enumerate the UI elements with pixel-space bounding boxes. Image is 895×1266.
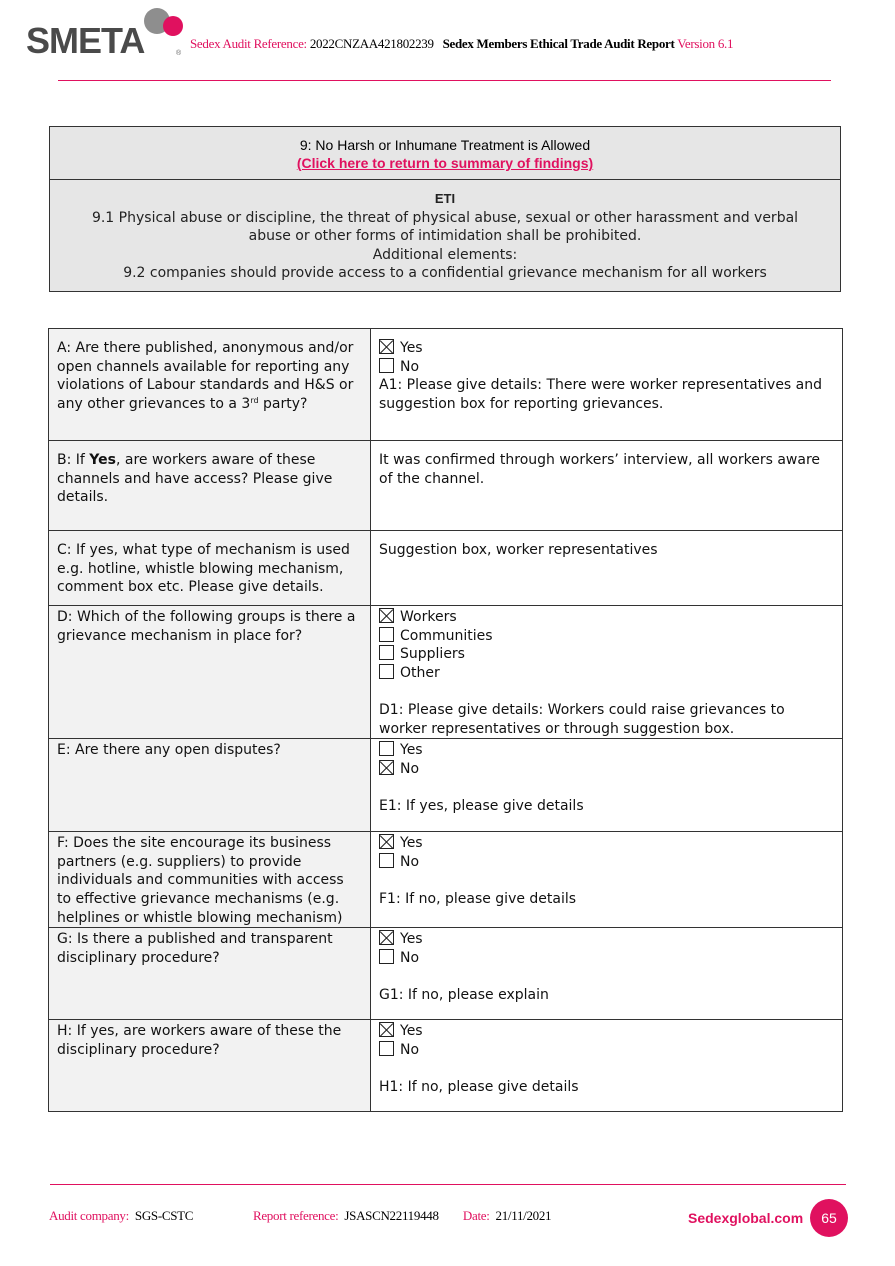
report-version: Version 6.1 bbox=[677, 36, 734, 51]
answer-f: Yes No F1: If no, please give details bbox=[371, 832, 843, 928]
additional-elements-label: Additional elements: bbox=[372, 246, 518, 263]
logo-text: SMETA bbox=[26, 20, 145, 61]
eti-label: ETI bbox=[434, 191, 456, 206]
clause-9-2: 9.2 companies should provide access to a confidential grievance mechanism for all workers bbox=[123, 265, 767, 281]
page-number-badge: 65 bbox=[810, 1199, 848, 1237]
question-h: H: If yes, are workers aware of these the disciplinary procedure? bbox=[49, 1020, 371, 1112]
answer-a: Yes No A1: Please give details: There were worker representatives and suggestion box for reporting grievances. bbox=[371, 329, 843, 441]
checkbox-empty-icon[interactable] bbox=[379, 1041, 394, 1056]
section-title-area bbox=[50, 127, 840, 180]
checkbox-empty-icon[interactable] bbox=[379, 949, 394, 964]
checkbox-checked-icon[interactable] bbox=[379, 608, 394, 623]
checkbox-empty-icon[interactable] bbox=[379, 645, 394, 660]
date-value: 21/11/2021 bbox=[495, 1208, 552, 1223]
answer-a-details: A1: Please give details: There were worker representatives and suggestion box for reporting grievances. bbox=[379, 377, 823, 412]
answer-g: Yes No G1: If no, please explain bbox=[371, 928, 843, 1020]
sedex-website-link[interactable]: Sedexglobal.com bbox=[688, 1210, 804, 1226]
footer-divider bbox=[50, 1184, 846, 1185]
checkbox-checked-icon[interactable] bbox=[379, 1022, 394, 1037]
checkbox-empty-icon[interactable] bbox=[379, 664, 394, 679]
question-a: A: Are there published, anonymous and/or open channels available for reporting any violations of Labour standards and H&S or any other grievances to a 3rd party? bbox=[49, 329, 371, 441]
question-g: G: Is there a published and transparent disciplinary procedure? bbox=[49, 928, 371, 1020]
report-reference-value: JSASCN22119448 bbox=[344, 1208, 439, 1223]
table-row bbox=[49, 832, 843, 928]
table-row bbox=[49, 606, 843, 739]
question-f: F: Does the site encourage its business partners (e.g. suppliers) to provide individuals and communities with access to effective grievance mechanisms (e.g. helplines or whistle blowing mechanism) bbox=[49, 832, 371, 928]
audit-reference-label: Sedex Audit Reference: bbox=[190, 36, 307, 51]
smeta-logo bbox=[26, 8, 186, 60]
checkbox-checked-icon[interactable] bbox=[379, 339, 394, 354]
audit-company-value: SGS-CSTC bbox=[134, 1208, 194, 1223]
answer-g-details: G1: If no, please explain bbox=[379, 986, 549, 1003]
logo-trademark: ® bbox=[176, 50, 182, 57]
checkbox-empty-icon[interactable] bbox=[379, 741, 394, 756]
section-heading-box bbox=[49, 126, 841, 292]
answer-e: Yes No E1: If yes, please give details bbox=[371, 739, 843, 832]
eti-clause-area bbox=[50, 180, 840, 283]
checkbox-empty-icon[interactable] bbox=[379, 853, 394, 868]
report-title: Sedex Members Ethical Trade Audit Report bbox=[442, 36, 675, 51]
answer-c: Suggestion box, worker representatives bbox=[371, 531, 843, 606]
table-row bbox=[49, 441, 843, 531]
header-divider bbox=[58, 80, 831, 81]
checkbox-checked-icon[interactable] bbox=[379, 834, 394, 849]
grievance-questions-table bbox=[48, 328, 843, 1112]
checkbox-checked-icon[interactable] bbox=[379, 930, 394, 945]
question-b: B: If Yes, are workers aware of these channels and have access? Please give details. bbox=[49, 441, 371, 531]
table-row bbox=[49, 329, 843, 441]
answer-h-details: H1: If no, please give details bbox=[379, 1078, 579, 1095]
answer-f-details: F1: If no, please give details bbox=[379, 890, 577, 907]
table-row bbox=[49, 928, 843, 1020]
question-d: D: Which of the following groups is there a grievance mechanism in place for? bbox=[49, 606, 371, 739]
clause-9-1-line1: 9.1 Physical abuse or discipline, the threat of physical abuse, sexual or other harassment and verbal bbox=[91, 209, 799, 226]
table-row bbox=[49, 531, 843, 606]
footer-info bbox=[49, 1208, 557, 1224]
checkbox-checked-icon[interactable] bbox=[379, 760, 394, 775]
checkbox-empty-icon[interactable] bbox=[379, 358, 394, 373]
table-row bbox=[49, 739, 843, 832]
date-label: Date: bbox=[462, 1208, 490, 1223]
summary-link[interactable]: (Click here to return to summary of findings) bbox=[296, 155, 594, 171]
audit-reference-value: 2022CNZAA421802239 bbox=[309, 36, 434, 51]
question-c: C: If yes, what type of mechanism is used e.g. hotline, whistle blowing mechanism, comment box etc. Please give details. bbox=[49, 531, 371, 606]
header-reference-line bbox=[190, 36, 733, 52]
question-e: E: Are there any open disputes? bbox=[49, 739, 371, 832]
logo-pink-dot bbox=[163, 16, 183, 36]
answer-e-details: E1: If yes, please give details bbox=[379, 797, 584, 814]
answer-b: It was confirmed through workers’ interview, all workers aware of the channel. bbox=[371, 441, 843, 531]
clause-9-1-line2: abuse or other forms of intimidation shall be prohibited. bbox=[248, 228, 642, 244]
answer-h: Yes No H1: If no, please give details bbox=[371, 1020, 843, 1112]
report-reference-label: Report reference: bbox=[252, 1208, 339, 1223]
section-title: 9: No Harsh or Inhumane Treatment is Allowed bbox=[299, 137, 591, 153]
audit-company-label: Audit company: bbox=[49, 1208, 129, 1223]
answer-d: Workers Communities Suppliers Other D1: Please give details: Workers could raise grievances to worker representatives or through suggestion box. bbox=[371, 606, 843, 739]
answer-d-details: D1: Please give details: Workers could raise grievances to worker representatives or through suggestion box. bbox=[379, 701, 785, 737]
table-row bbox=[49, 1020, 843, 1112]
checkbox-empty-icon[interactable] bbox=[379, 627, 394, 642]
